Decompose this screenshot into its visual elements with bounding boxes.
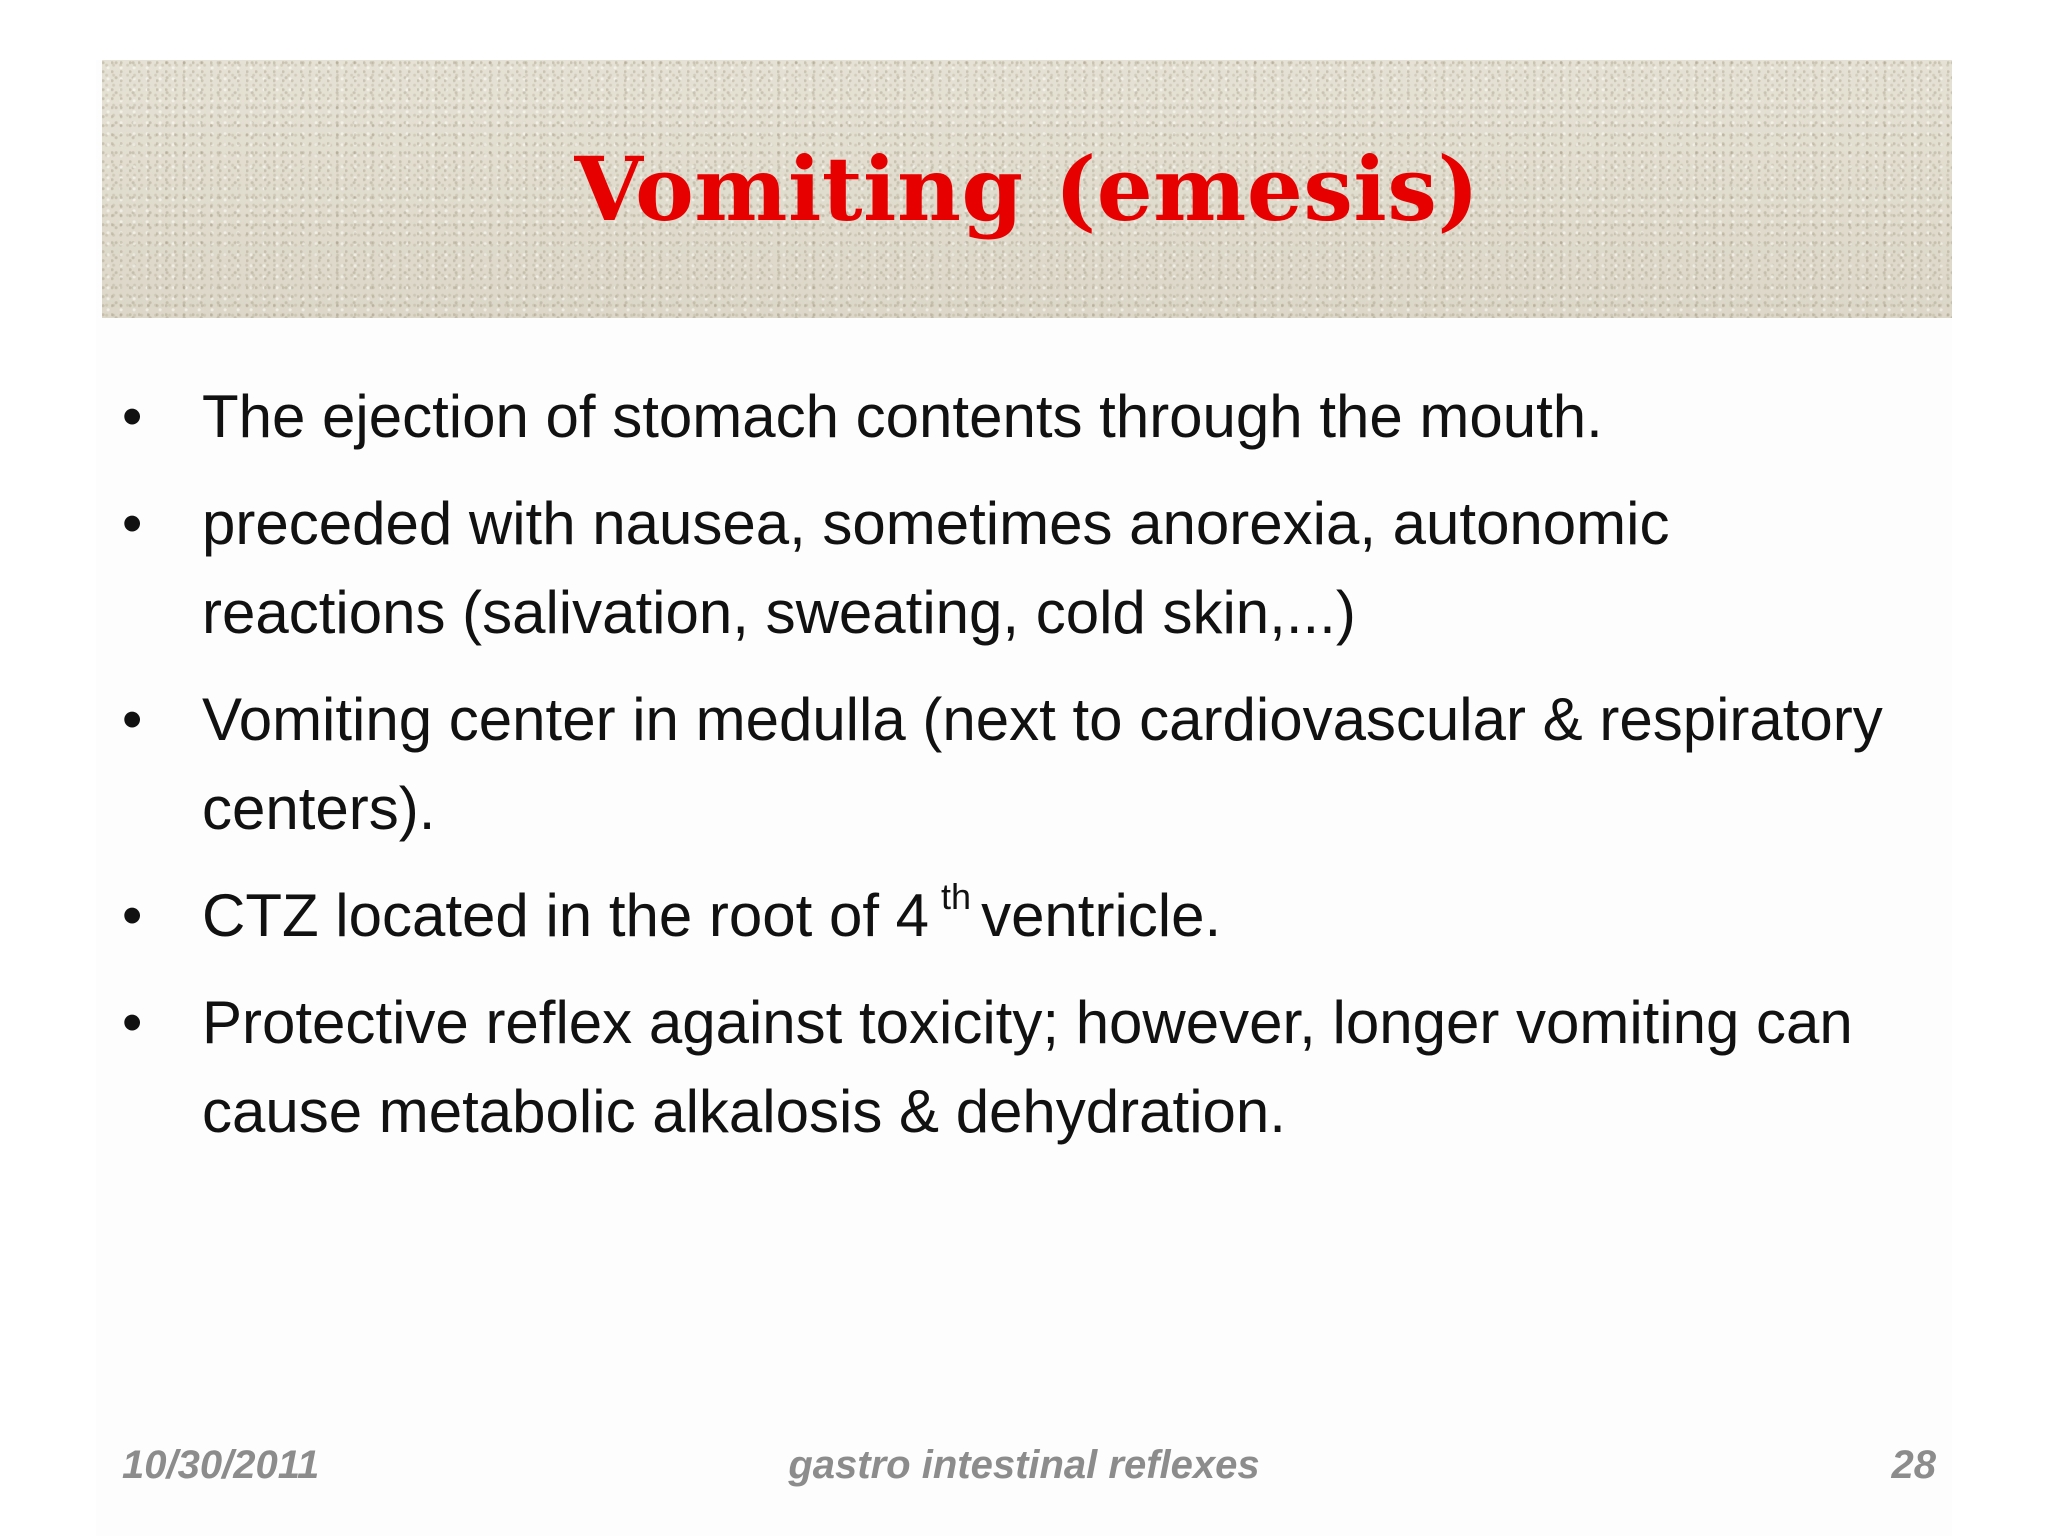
bullet-text: Vomiting center in medulla (next to cardiovascular & respiratory centers). [202,686,1883,842]
bullet-text: preceded with nausea, sometimes anorexia, autonomic reactions (salivation, sweating, cold skin,...) [202,490,1670,646]
bullet-item [118,978,1918,1156]
footer-page-number: 28 [1891,1443,1936,1487]
bullet-dot-icon: • [122,883,143,948]
bullet-text-before: CTZ located in the root of 4 [202,882,930,949]
slide-title: Vomiting (emesis) [574,137,1480,241]
bullet-item [118,479,1918,657]
superscript-th: th [941,876,972,917]
footer-date: 10/30/2011 [122,1443,320,1487]
bullet-text: Protective reflex against toxicity; however, longer vomiting can cause metabolic alkalosis & dehydration. [202,989,1853,1145]
bullet-dot-icon: • [122,990,143,1055]
bullet-item [118,372,1918,461]
bullet-item [118,871,1918,960]
bullet-list [118,372,1918,1174]
bullet-item [118,675,1918,853]
bullet-text-after: ventricle. [981,882,1222,949]
bullet-dot-icon: • [122,384,143,449]
footer-topic: gastro intestinal reflexes [788,1443,1260,1487]
bullet-dot-icon: • [122,687,143,752]
bullet-dot-icon: • [122,491,143,556]
bullet-text: The ejection of stomach contents through the mouth. [202,383,1603,450]
